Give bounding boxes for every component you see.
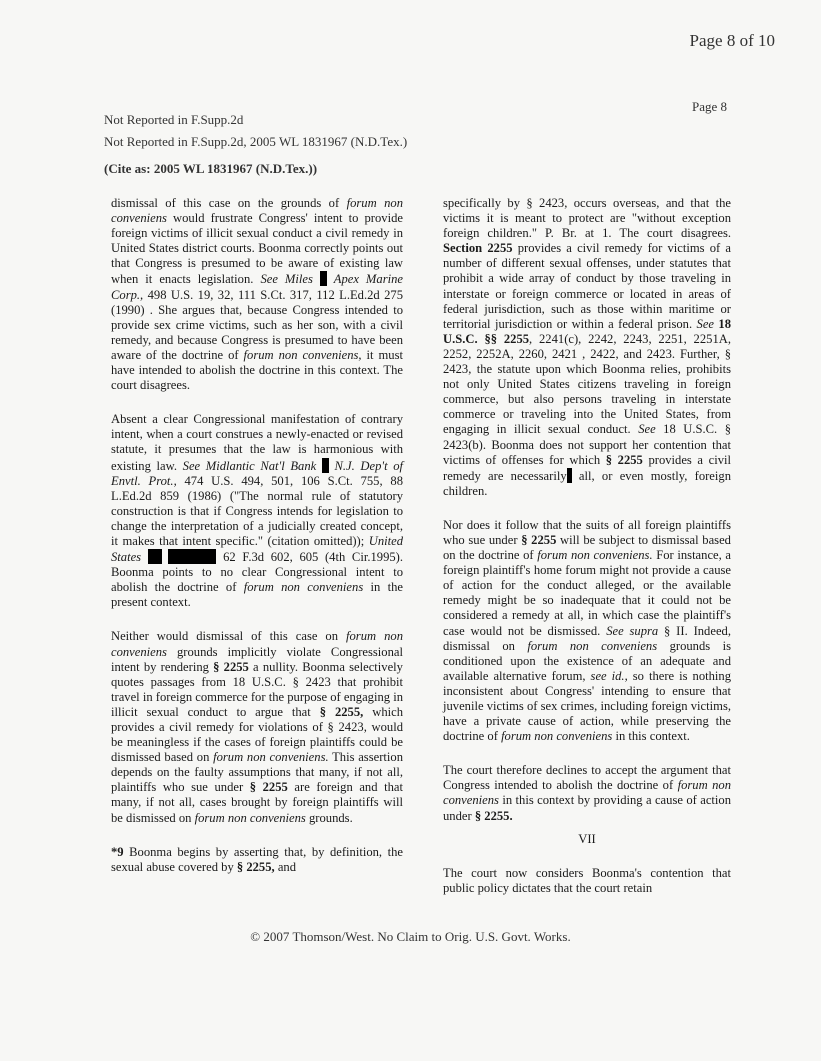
left-paragraph-1: dismissal of this case on the grounds of forum non conveniens would frustrate Congress' intent to provide foreign victims of illicit sexual conduct a civil remedy in United States district courts. Boonma correctly points out that Congress is presumed to be aware of existing law when it enacts legislation. See Miles Apex Marine Corp., 498 U.S. 19, 32, 111 S.Ct. 317, 112 L.Ed.2d 275 (1990) . She argues that, because Congress intended to provide sex crime victims, such as her son, with a civil remedy, and because Congress is presumed to have been aware of the doctrine of forum non conveniens, it must have intended to abolish the doctrine in this context. The court disagrees. — [111, 196, 404, 393]
right-paragraph-2: Nor does it follow that the suits of all foreign plaintiffs who sue under § 2255 will be subject to dismissal based on the doctrine of forum non conveniens. For instance, a foreign plaintiff's home forum might not provide a cause of action for the conduct alleged, or the available remedy might be so inadequate that it could not be considered a remedy at all, in which case the plaintiff's case would not be dismissed. See supra § II. Indeed, dismissal on forum non conveniens grounds is conditioned upon the existence of an adequate and available alternative forum, see id., so there is nothing inconsistent about Congress' intending to ensure that juvenile victims of sex crimes, including foreign victims, have a private cause of action, while preserving the doctrine of forum non conveniens in this context. — [443, 517, 732, 744]
page-label: Page 8 — [691, 99, 727, 114]
redaction-bar — [168, 549, 216, 564]
redaction-bar — [322, 458, 329, 473]
right-column — [443, 196, 731, 915]
section-heading: VII — [578, 831, 596, 846]
right-paragraph-3: The court therefore declines to accept the argument that Congress intended to abolish the doctrine of forum non conveniens in this context by providing a cause of action under § 2255. — [443, 763, 731, 823]
right-paragraph-1: specifically by § 2423, occurs overseas, and that the victims it is meant to protect are "without exception foreign children." P. Br. at 1. The court disagrees. Section 2255 provides a civil remedy for victims of a number of different sexual offenses, under statutes that prohibit a wide array of conduct by those traveling in interstate or foreign commerce or located in areas of federal jurisdiction, such as those within maritime or territorial jurisdiction or within a federal prison. See 18 U.S.C. §§ 2255, 2241(c), 2242, 2243, 2251, 2251A, 2252, 2252A, 2260, 2421 , 2422, and 2423. Further, § 2423, the statute upon which Boonma relies, prohibits not only United States citizens traveling in foreign commerce, but also persons traveling in interstate commerce or traveling into the United States, from engaging in illicit sexual conduct. See 18 U.S.C. § 2423(b). Boonma does not support her contention that victims of offenses for which § 2255 provides a civil remedy are necessarily all, or even mostly, foreign children. — [443, 196, 732, 498]
redaction-bar — [148, 549, 162, 564]
cite-as-line: (Cite as: 2005 WL 1831967 (N.D.Tex.)) — [104, 161, 318, 176]
copyright-footer: © 2007 Thomson/West. No Claim to Orig. U.S. Govt. Works. — [250, 929, 571, 944]
left-paragraph-2: Absent a clear Congressional manifestation of contrary intent, when a court construes a newly-enacted or revised statute, it presumes that the law is harmonious with existing law. See Midlantic Nat'l Bank N.J. Dep't of Envtl. Prot., 474 U.S. 494, 501, 106 S.Ct. 755, 88 L.Ed.2d 859 (1986) ("The normal rule of statutory construction is that if Congress intends for legislation to change the interpretation of a judicially created concept, it makes that intent specific." (citation omitted)); United States 62 F.3d 602, 605 (4th Cir.1995). Boonma points to no clear Congressional intent to abolish the doctrine of forum non conveniens in the present context. — [111, 412, 404, 610]
left-paragraph-4: *9 Boonma begins by asserting that, by definition, the sexual abuse covered by § 2255, and — [111, 844, 403, 874]
right-paragraph-4: The court now considers Boonma's contention that public policy dictates that the court retain — [443, 865, 731, 895]
reporter-citation-line: Not Reported in F.Supp.2d, 2005 WL 1831967 (N.D.Tex.) — [104, 134, 408, 149]
redaction-bar — [320, 271, 327, 286]
page-counter: Page 8 of 10 — [689, 31, 775, 50]
left-paragraph-3: Neither would dismissal of this case on forum non conveniens grounds implicitly violate Congressional intent by rendering § 2255 a nullity. Boonma selectively quotes passages from 18 U.S.C. § 2423 that prohibit travel in foreign commerce for the purpose of engaging in illicit sexual conduct to argue that § 2255, which provides a civil remedy for violations of § 2423, would be meaningless if the cases of foreign plaintiffs could be dismissed based on forum non conveniens. This assertion depends on the faulty assumptions that many, if not all, plaintiffs who sue under § 2255 are foreign and that many, if not all, cases brought by foreign plaintiffs will be dismissed on forum non conveniens grounds. — [111, 629, 403, 825]
reporter-line: Not Reported in F.Supp.2d — [104, 112, 244, 127]
left-column — [111, 196, 403, 894]
